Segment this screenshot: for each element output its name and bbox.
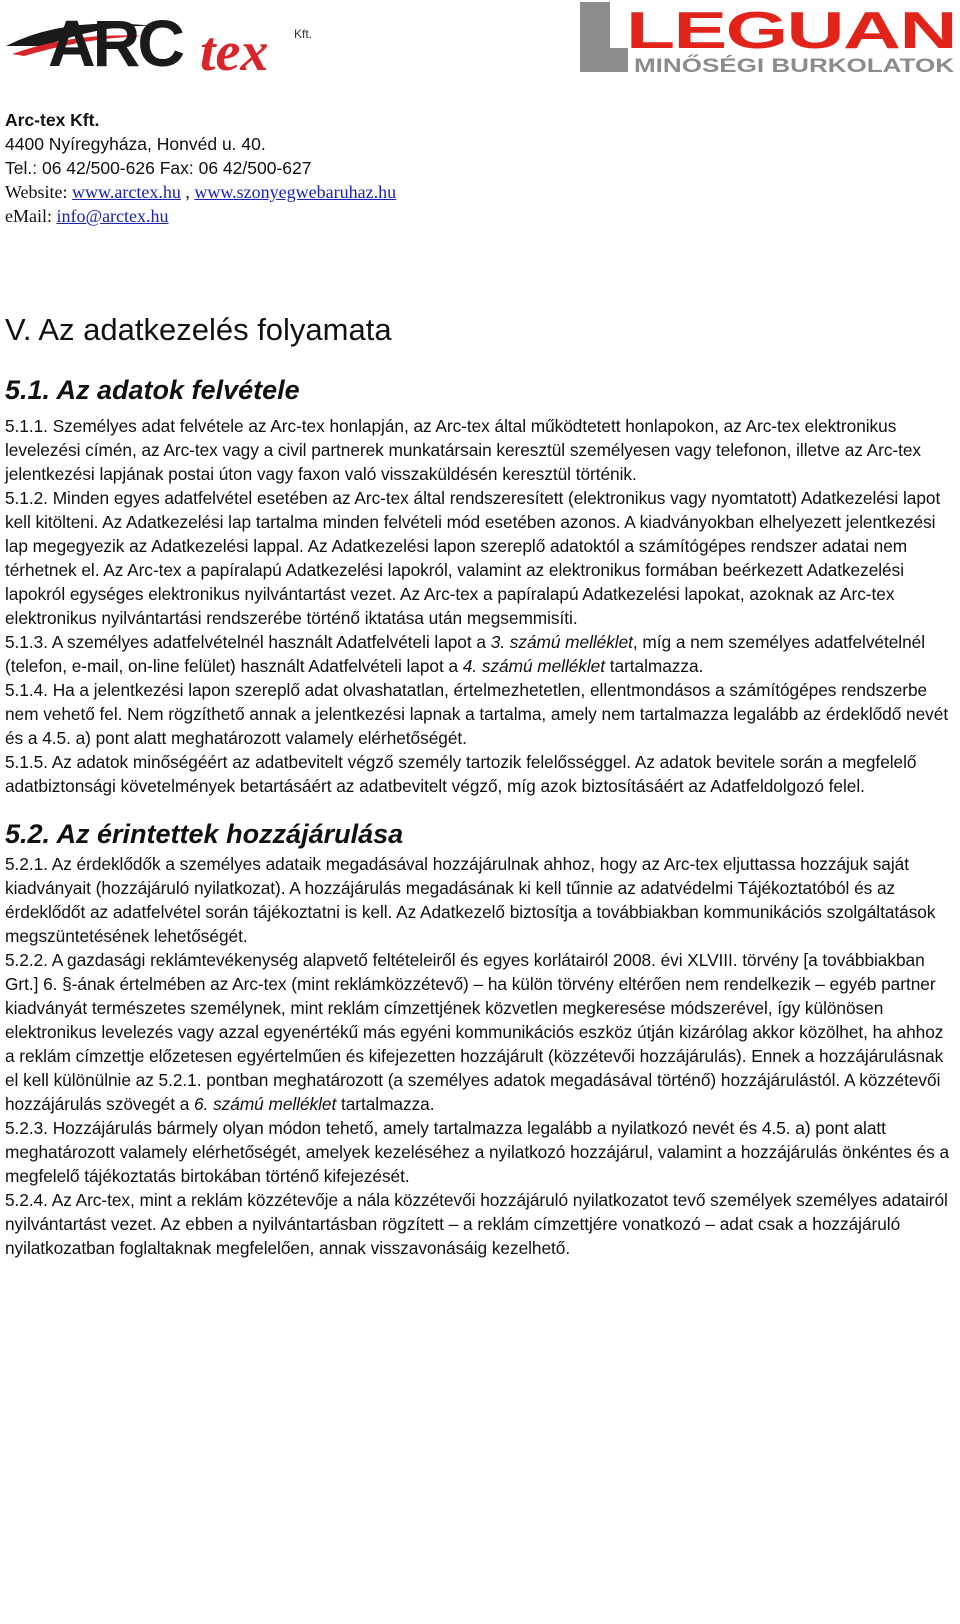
- chapter-title: V. Az adatkezelés folyamata: [5, 312, 392, 347]
- company-website: [5, 180, 396, 204]
- paragraph-5-2-4: 5.2.4. Az Arc-tex, mint a reklám közzétevője a nála közzétevői hozzájáruló nyilatkozatot tevő személyek személyes adatairól nyilvántartást vezet. Az ebben a nyilvántartásban rögzített – a reklám címzettjére vonatkozó – adat csak a hozzájáruló nyilatkozatban foglaltaknak megfelelően, annak visszavonásáig kezelhető.: [5, 1190, 948, 1258]
- website-separator: ,: [180, 182, 195, 202]
- logo-arc-text: ARC: [48, 6, 182, 80]
- email-label: eMail:: [5, 206, 57, 226]
- page-header: [0, 0, 960, 110]
- logo-tagline-text: MINŐSÉGI BURKOLATOK: [634, 56, 868, 77]
- company-address: 4400 Nyíregyháza, Honvéd u. 40.: [5, 134, 266, 154]
- company-info: [5, 108, 396, 228]
- paragraph-5-1-2: 5.1.2. Minden egyes adatfelvétel esetében az Arc-tex által rendszeresített (elektronikus vagy nyomtatott) Adatkezelési lapot kell kitölteni. Az Adatkezelési lap tartalma minden felvételi mód esetében azonos. A kiadványokban elhelyezett jelentkezési lap megegyezik az Adatkezelési lappal. Az Adatkezelési lapon szereplő adatoktól a számítógépes rendszer adatai nem térhetnek el. Az Arc-tex a papíralapú Adatkezelési lapokról, valamint az elektronikus formában beérkezett Adatkezelési lapokról egységes elektronikus nyilvántartást vezet. Az Arc-tex a papíralapú Adatkezelési lapokat, azoknak az Arc-tex elektronikus nyilvántartási rendszerébe történő iktatása után megsemmisíti.: [5, 488, 941, 628]
- arctex-logo: [4, 2, 334, 80]
- annex-6-ref: 6. számú melléklet: [194, 1094, 337, 1114]
- company-name: Arc-tex Kft.: [5, 110, 100, 130]
- leguan-logo: [580, 0, 958, 80]
- logo-leguan-text: LEGUAN: [626, 2, 956, 60]
- logo-tex-text: tex: [200, 21, 269, 80]
- section-title-5-1: 5.1. Az adatok felvétele: [5, 375, 300, 405]
- company-email: [5, 204, 396, 228]
- company-phone: Tel.: 06 42/500-626 Fax: 06 42/500-627: [5, 158, 312, 178]
- logo-kft-text: Kft.: [294, 27, 313, 41]
- section-title-5-2: 5.2. Az érintettek hozzájárulása: [5, 819, 404, 849]
- paragraph-5-2-2: 5.2.2. A gazdasági reklámtevékenység alapvető feltételeiről és egyes korlátairól 2008. évi XLVIII. törvény [a továbbiakban Grt.] 6. §-ának értelmében az Arc-tex (mint reklámközzétevő) – ha külön törvény eltérően nem rendelkezik – egyéb partner kiadványát természetes személynek, mint reklám címzettjének közvetlen megkeresése módszerével, így különösen elektronikus levelezés vagy azzal egyenértékű más egyéni kommunikációs eszköz útján kizárólag akkor közölhet, ha ahhoz a reklám címzettje előzetesen egyértelműen és kifejezetten hozzájárult (közzétevői hozzájárulás). Ennek a hozzájárulásnak el kell különülnie az 5.2.1. pontban meghatározott (a személyes adatok megadásával történő) hozzájárulástól. A közzétevői hozzájárulás szövegét a 6. számú melléklet tartalmazza.: [5, 950, 944, 1114]
- website-label: Website:: [5, 182, 73, 202]
- paragraph-5-2-1: 5.2.1. Az érdeklődők a személyes adataik megadásával hozzájárulnak ahhoz, hogy az Arc-tex eljuttassa hozzájuk saját kiadványait (hozzájáruló nyilatkozat). A hozzájárulás megadásának ki kell tűnnie az adatvédelmi Tájékoztatóból és az érdeklődőt az adatfelvétel során tájékoztatni is kell. Az Adatkezelő biztosítja a továbbiakban kommunikációs szolgáltatások megszüntetésének lehetőségét.: [5, 854, 936, 946]
- annex-4-ref: 4. számú melléklet: [462, 656, 605, 676]
- annex-3-ref: 3. számú melléklet: [490, 632, 633, 652]
- paragraph-5-1-3: 5.1.3. A személyes adatfelvételnél használt Adatfelvételi lapot a 3. számú melléklet, míg a nem személyes adatfelvételnél (telefon, e-mail, on-line felület) használt Adatfelvételi lapot a 4. számú melléklet tartalmazza.: [5, 632, 925, 676]
- paragraph-5-1-1: 5.1.1. Személyes adat felvétele az Arc-tex honlapján, az Arc-tex által működtetett honlapokon, az Arc-tex elektronikus levelezési címén, az Arc-tex vagy a civil partnerek munkatársain keresztül személyesen vagy telefonon, illetve az Arc-tex jelentkezési lapjának postai úton vagy faxon való visszaküldésén keresztül történik.: [5, 416, 922, 484]
- website-link-arctex[interactable]: www.arctex.hu: [72, 182, 181, 202]
- paragraph-5-1-4: 5.1.4. Ha a jelentkezési lapon szereplő adat olvashatatlan, értelmezhetetlen, ellentmondásos a számítógépes rendszerbe nem vehető fel. Nem rögzíthető annak a jelentkezési lapnak a tartalma, amely nem tartalmazza legalább az érdeklődő nevét és a 4.5. a) pont alatt meghatározott valamely elérhetőségét.: [5, 680, 949, 748]
- website-link-szonyeg[interactable]: www.szonyegwebaruhaz.hu: [194, 182, 397, 202]
- document-body: [5, 310, 955, 1260]
- paragraph-5-2-3: 5.2.3. Hozzájárulás bármely olyan módon tehető, amely tartalmazza legalább a nyilatkozó nevét és 4.5. a) pont alatt meghatározott valamely elérhetőségét, amelyek kezeléséhez a nyilatkozó hozzájárul, valamint a hozzájárulás önkéntes és a megfelelő tájékoztatás birtokában történő kifejezését.: [5, 1118, 950, 1186]
- paragraph-5-1-5: 5.1.5. Az adatok minőségéért az adatbevitelt végző személy tartozik felelősséggel. Az adatok bevitele során a megfelelő adatbiztonsági követelmények betartásáért az adatbevitelt végző, míg azok biztosításáért az Adatfeldolgozó felel.: [5, 752, 917, 796]
- email-link[interactable]: info@arctex.hu: [56, 206, 169, 226]
